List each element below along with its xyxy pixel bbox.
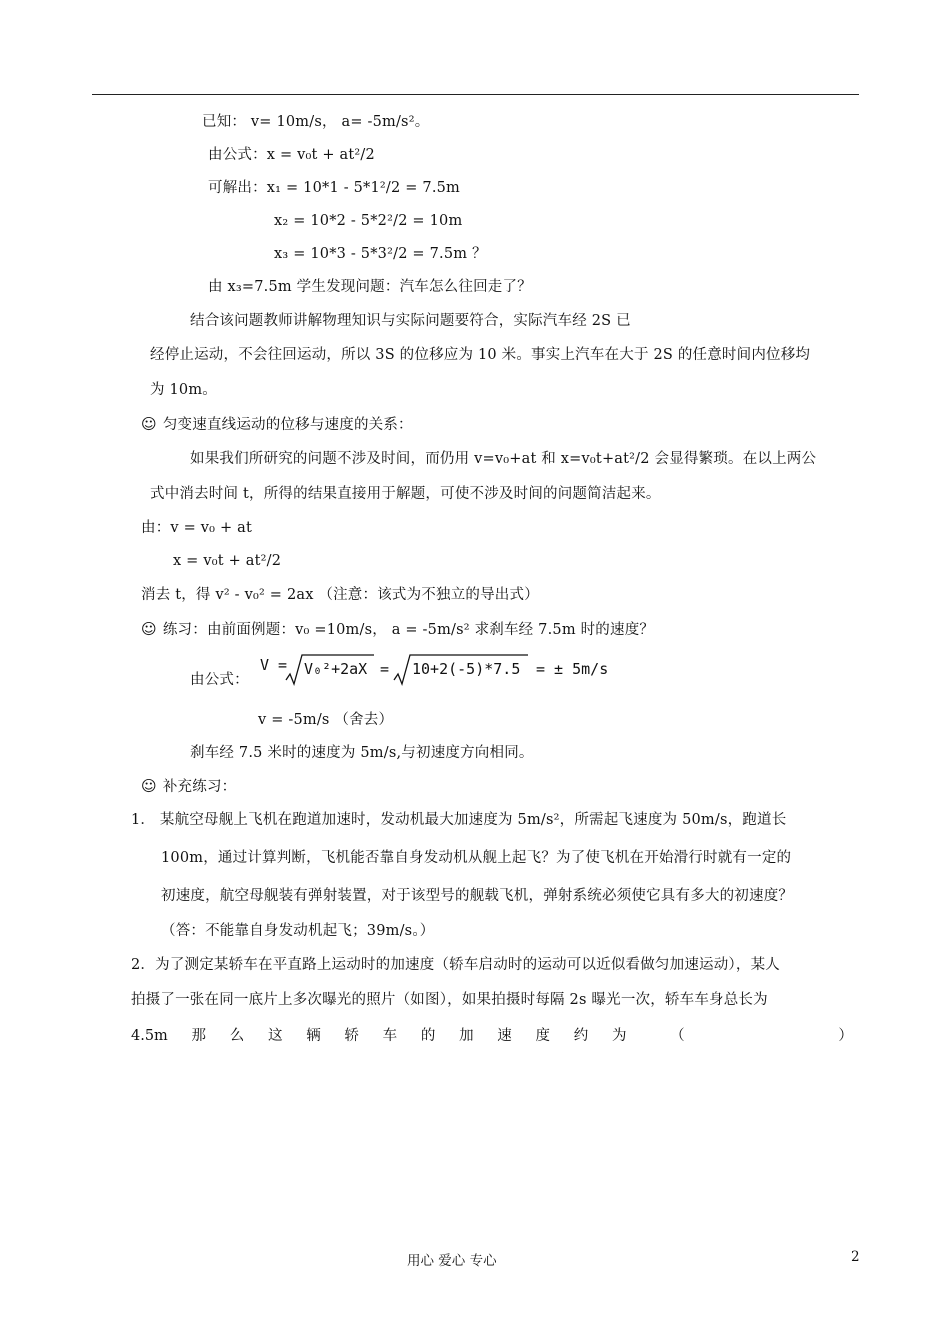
formula-label: 由公式： — [190, 672, 249, 688]
smiley-icon: ☺ — [141, 415, 157, 433]
exercise-line: ☺ 练习：由前面例题：v₀ =10m/s， a = -5m/s² 求刹车经 7.5m 时的速度？ — [141, 620, 655, 638]
paragraph-line: 如果我们所研究的问题不涉及时间，而仍用 v=v₀+at 和 x=v₀t+at²/2 会显得繁琐。在以上两公 — [190, 451, 817, 467]
smiley-icon: ☺ — [141, 777, 157, 795]
footer-motto: 用心 爱心 专心 — [407, 1253, 497, 1269]
formula-radicand-1: V₀²+2aX — [304, 660, 368, 678]
equation-line: x = v₀t + at²/2 — [173, 553, 282, 569]
exercise-2-line: 拍摄了一张在同一底片上多次曝光的照片（如图），如果拍摄时每隔 2s 曝光一次，轿车车身总长为 — [131, 992, 768, 1008]
paragraph-line: 为 10m。 — [150, 382, 218, 398]
page-number: 2 — [851, 1249, 860, 1265]
paragraph-line: 结合该问题教师讲解物理知识与实际问题要符合，实际汽车经 2S 已 — [190, 313, 631, 329]
conclusion-line: 刹车经 7.5 米时的速度为 5m/s,与初速度方向相同。 — [190, 745, 534, 761]
formula-lhs: V = — [260, 656, 288, 674]
derived-equation: 消去 t，得 v² - v₀² = 2ax （注意：该式为不独立的导出式） — [141, 587, 539, 603]
section-heading: ☺ 匀变速直线运动的位移与速度的关系： — [141, 415, 413, 433]
formula-radicand-2: 10+2(-5)*7.5 — [412, 660, 521, 678]
exercise-1-line: 初速度，航空母舰装有弹射装置，对于该型号的舰载飞机，弹射系统必须使它具有多大的初速度？ — [161, 888, 794, 904]
exercise-1-answer: （答：不能靠自身发动机起飞；39m/s。） — [161, 923, 435, 939]
exercise-1-line: 100m，通过计算判断，飞机能否靠自身发动机从舰上起飞？为了使飞机在开始滑行时就有一定的 — [161, 850, 792, 866]
problem-found: 由 x₃=7.5m 学生发现问题：汽车怎么往回走了？ — [208, 279, 532, 295]
formula-result: = ± 5m/s — [536, 660, 609, 678]
header-rule — [92, 94, 859, 95]
paragraph-line: 式中消去时间 t，所得的结果直接用于解题，可使不涉及时间的问题简洁起来。 — [150, 486, 661, 502]
solution-x2: x₂ = 10*2 - 5*2²/2 = 10m — [274, 213, 463, 229]
exercise-2-last-line: 4.5m 那 么 这 辆 轿 车 的 加 速 度 约 为 （ ） — [131, 1028, 853, 1044]
rejected-answer: v = -5m/s （舍去） — [258, 712, 394, 728]
exercise-2-line: 2．为了测定某轿车在平直路上运动时的加速度（轿车启动时的运动可以近似看做匀加速运动），某人 — [131, 957, 780, 973]
formula-line: 由公式：x = v₀t + at²/2 — [208, 147, 375, 163]
solution-x3: x₃ = 10*3 - 5*3²/2 = 7.5m ？ — [274, 246, 487, 262]
paragraph-line: 经停止运动，不会往回运动，所以 3S 的位移应为 10 米。事实上汽车在大于 2S 的任意时间内位移均 — [150, 347, 811, 363]
smiley-icon: ☺ — [141, 620, 157, 638]
formula-equals: = — [380, 660, 390, 678]
exercise-1-line: 1． 某航空母舰上飞机在跑道加速时，发动机最大加速度为 5m/s²，所需起飞速度为 50m/s，跑道长 — [131, 812, 787, 828]
supplementary-heading: ☺ 补充练习： — [141, 777, 237, 795]
equation-line: 由：v = v₀ + at — [141, 520, 253, 536]
given-values: 已知： v= 10m/s， a= -5m/s²。 — [202, 114, 430, 130]
solution-x1: 可解出：x₁ = 10*1 - 5*1²/2 = 7.5m — [208, 180, 461, 196]
sqrt-formula-image — [256, 650, 616, 690]
